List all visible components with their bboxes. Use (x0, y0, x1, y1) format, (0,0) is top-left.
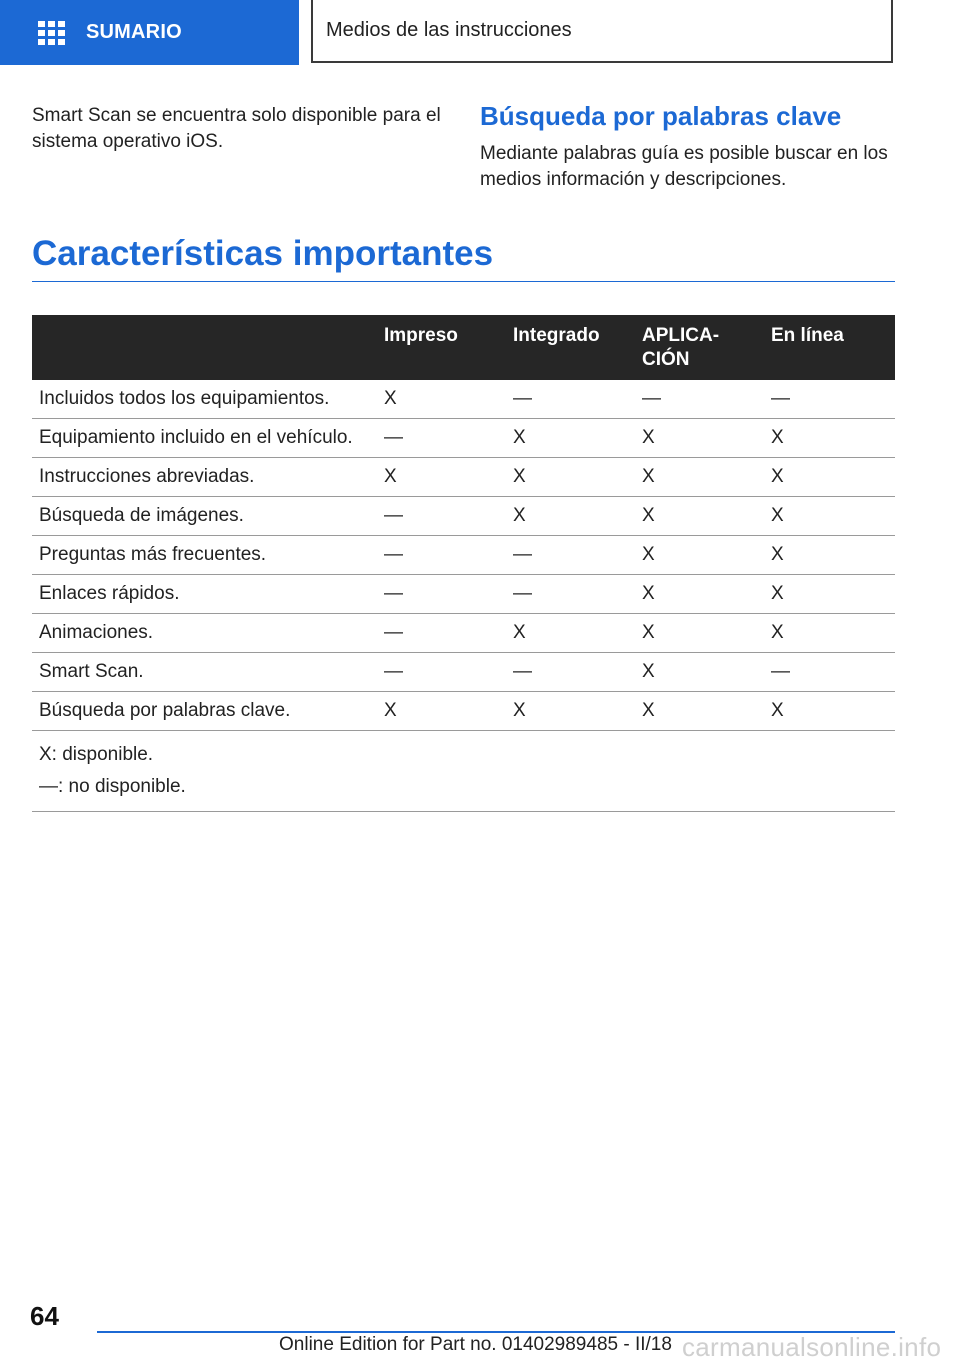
section-header-title: Medios de las instrucciones (326, 19, 572, 41)
availability-cell: X (635, 653, 764, 692)
feature-label-cell: Equipamiento incluido en el vehículo. (32, 419, 377, 458)
availability-cell: X (506, 458, 635, 497)
availability-cell: X (377, 380, 506, 419)
availability-cell: X (764, 536, 895, 575)
legend-item: X: disponible. (39, 744, 154, 765)
availability-cell: — (764, 380, 895, 419)
feature-label-cell: Smart Scan. (32, 653, 377, 692)
keyword-search-heading: Búsqueda por palabras clave (480, 101, 842, 131)
table-row (32, 458, 895, 497)
availability-cell: X (764, 497, 895, 536)
availability-cell: X (377, 458, 506, 497)
page-title: Características importantes (32, 234, 494, 273)
availability-cell: X (635, 536, 764, 575)
availability-cell: — (377, 419, 506, 458)
availability-cell: X (764, 458, 895, 497)
availability-cell: — (377, 653, 506, 692)
keyword-search-text: Mediante palabras guía es posible buscar en los medios información y descripciones. (480, 143, 888, 190)
toc-button[interactable] (0, 0, 299, 65)
footer-edition: Online Edition for Part no. 01402989485 - II/18 (279, 1334, 672, 1355)
table-row (32, 692, 895, 731)
feature-label-cell: Animaciones. (32, 614, 377, 653)
table-row (32, 575, 895, 614)
availability-cell: — (635, 380, 764, 419)
availability-cell: — (506, 575, 635, 614)
smart-scan-note: Smart Scan se encuentra solo disponible para el sistema operativo iOS. (32, 105, 441, 152)
feature-label-cell: Enlaces rápidos. (32, 575, 377, 614)
feature-label-cell: Preguntas más frecuentes. (32, 536, 377, 575)
availability-cell: X (377, 692, 506, 731)
toc-label: SUMARIO (86, 21, 182, 43)
table-row (32, 614, 895, 653)
availability-cell: X (635, 692, 764, 731)
page-number: 64 (30, 1301, 59, 1331)
feature-label-cell: Instrucciones abreviadas. (32, 458, 377, 497)
availability-cell: X (506, 497, 635, 536)
availability-cell: X (635, 419, 764, 458)
section-header (311, 0, 893, 63)
feature-label-cell: Incluidos todos los equipamientos. (32, 380, 377, 419)
availability-cell: X (764, 614, 895, 653)
legend-item: —: no disponible. (39, 776, 186, 797)
table-header-cell: Impreso (377, 315, 506, 380)
availability-cell: X (764, 575, 895, 614)
availability-cell: — (764, 653, 895, 692)
availability-cell: — (506, 536, 635, 575)
availability-cell: X (764, 692, 895, 731)
availability-cell: X (635, 458, 764, 497)
grid-icon (38, 21, 66, 45)
availability-cell: — (506, 380, 635, 419)
table-header-cell: APLICACIÓN (635, 315, 764, 380)
table-header-row (32, 315, 895, 380)
watermark: carmanualsonline.info (682, 1332, 942, 1362)
table-row (32, 536, 895, 575)
availability-cell: — (377, 614, 506, 653)
availability-cell: X (635, 497, 764, 536)
availability-cell: — (506, 653, 635, 692)
features-table (32, 315, 895, 812)
availability-cell: — (377, 575, 506, 614)
table-header-cell: En línea (764, 315, 895, 380)
table-header-cell: Integrado (506, 315, 635, 380)
table-row (32, 380, 895, 419)
table-row (32, 497, 895, 536)
table-header-cell (32, 315, 377, 380)
availability-cell: X (506, 419, 635, 458)
table-row (32, 419, 895, 458)
legend-row (32, 731, 895, 812)
availability-cell: X (506, 692, 635, 731)
availability-cell: X (506, 614, 635, 653)
feature-label-cell: Búsqueda por palabras clave. (32, 692, 377, 731)
feature-label-cell: Búsqueda de imágenes. (32, 497, 377, 536)
availability-cell: X (764, 419, 895, 458)
availability-cell: — (377, 536, 506, 575)
legend-cell (32, 731, 895, 812)
availability-cell: — (377, 497, 506, 536)
availability-cell: X (635, 614, 764, 653)
title-divider (32, 281, 895, 282)
availability-cell: X (635, 575, 764, 614)
table-row (32, 653, 895, 692)
